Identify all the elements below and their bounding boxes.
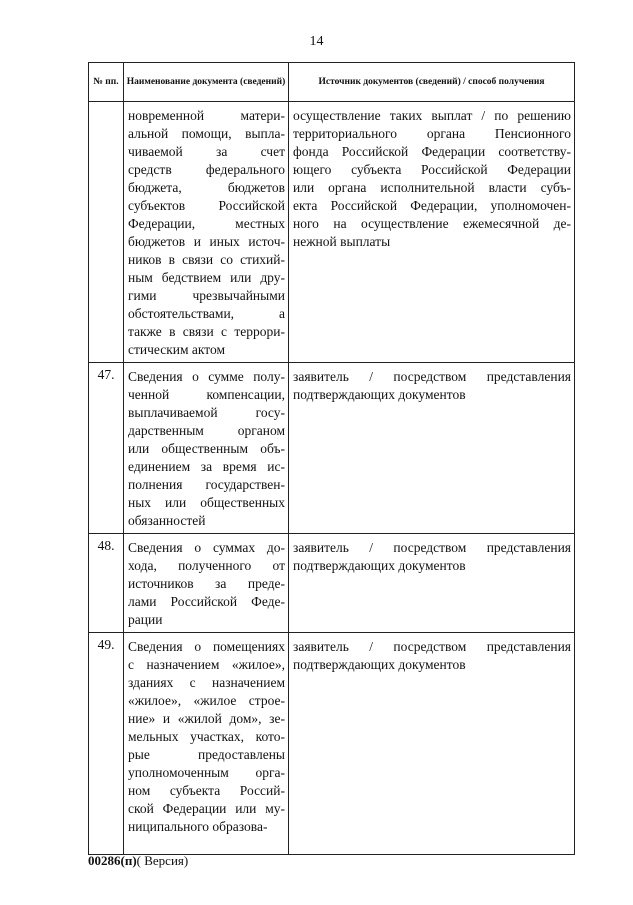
text-line: ченной компенсации, [128,387,285,402]
documents-table [88,62,575,855]
text-line: альной помощи, выпла- [128,126,285,141]
text-line: ние» и «жилой дом», зе- [128,711,285,726]
table-row [89,534,575,633]
text-line: рые предоставлены [128,747,285,762]
document-name-cell [124,534,289,633]
text-line: субъектов Российской [128,198,285,213]
text-line: «жилое», «жилое строе- [128,693,285,708]
text-line: Сведения о сумме полу- [128,369,285,384]
text-line: дарственным органом [128,423,285,438]
table-header-row [89,63,575,102]
text-line: мельных участках, кото- [128,729,285,744]
header-source: Источник документов (сведений) / способ получения [289,63,575,102]
table-body [89,102,575,855]
text-line: Федерации, местных [128,216,285,231]
text-line: средств федерального [128,162,285,177]
text-line: рации [128,612,163,627]
text-line: или общественным объ- [128,441,285,456]
row-number: 49. [89,633,124,855]
text-line: гими чрезвычайными [128,288,285,303]
row-number: 48. [89,534,124,633]
footer [88,853,188,869]
footer-version: ( Версия) [136,853,189,868]
row-number [89,102,124,363]
header-num: № пп. [89,63,124,102]
row-number: 47. [89,363,124,534]
text-line: чиваемой за счет [128,144,285,159]
text-line: осуществление таких выплат / по решению [293,108,571,123]
text-line: бюджета, бюджетов [128,180,285,195]
text-line: подтверждающих документов [293,657,466,672]
text-line: или органа исполнительной власти субъ- [293,180,571,195]
document-source-cell [289,534,575,633]
document-name-cell [124,633,289,855]
text-line: Сведения о помещениях [128,639,285,654]
text-line: лами Российской Феде- [128,594,285,609]
text-line: заявитель / посредством представления [293,369,571,384]
text-line: бюджетов и иных источ- [128,234,285,249]
header-name: Наименование документа (сведений) [124,63,289,102]
document-source-cell [289,633,575,855]
text-line: ного на осуществление ежемесячной де- [293,216,571,231]
text-line: ным бедствием или дру- [128,270,285,285]
text-line: выплачиваемой госу- [128,405,285,420]
table-row [89,102,575,363]
text-line: ющего субъекта Российской Федерации [293,162,571,177]
text-line: ниципального образова- [128,819,268,834]
text-line: также в связи с террори- [128,324,285,339]
text-line: подтверждающих документов [293,387,466,402]
text-line: новременной матери- [128,108,285,123]
text-line: заявитель / посредством представления [293,540,571,555]
table-row [89,363,575,534]
text-line: ном субъекта Россий- [128,783,285,798]
text-line: ской Федерации или му- [128,801,285,816]
text-line: екта Российской Федерации, уполномочен- [293,198,571,213]
text-line: заявитель / посредством представления [293,639,571,654]
text-line: уполномоченным орга- [128,765,285,780]
text-line: ников в связи со стихий- [128,252,285,267]
text-line: единением за время ис- [128,459,285,474]
text-line: обстоятельствами, а [128,306,285,321]
text-line: полнения государствен- [128,477,285,492]
text-line: с назначением «жилое», [128,657,285,672]
text-line: зданиях с назначением [128,675,285,690]
text-line: хода, полученного от [128,558,285,573]
text-line: подтверждающих документов [293,558,466,573]
text-line: нежной выплаты [293,234,391,249]
text-line: стическим актом [128,342,226,357]
page-number: 14 [309,34,324,49]
document-name-cell [124,102,289,363]
document-source-cell [289,102,575,363]
text-line: территориального органа Пенсионного [293,126,571,141]
text-line: Сведения о суммах до- [128,540,285,555]
text-line: фонда Российской Федерации соответству- [293,144,571,159]
footer-code: 00286(п) [88,853,137,868]
text-line: обязанностей [128,513,206,528]
document-source-cell [289,363,575,534]
table-row [89,633,575,855]
text-line: ных или общественных [128,495,285,510]
document-name-cell [124,363,289,534]
text-line: источников за преде- [128,576,285,591]
